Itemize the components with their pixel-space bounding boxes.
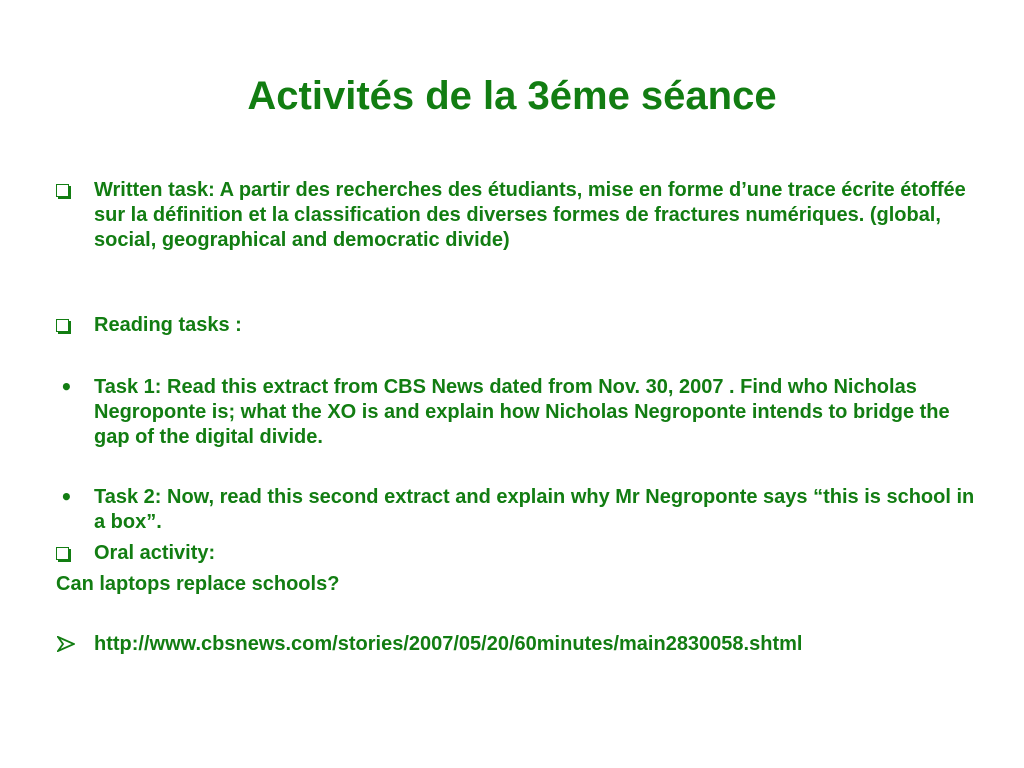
task2-text: Task 2: Now, read this second extract and explain why Mr Negroponte says “this is school in a box”. <box>94 486 975 533</box>
written-task-text: Written task: A partir des recherches des étudiants, mise en forme d’une trace écrite étoffée sur la définition et la classification des diverses formes de fractures numériques. (global, social, geographical and democratic divide) <box>94 179 966 251</box>
reading-tasks-text: Reading tasks : <box>94 314 242 336</box>
link-item <box>56 632 976 657</box>
task1-text: Task 1: Read this extract from CBS News dated from Nov. 30, 2007 . Find who Nicholas Negroponte is; what the XO is and explain how Nicholas Negroponte intends to bridge the gap of the digital divide. <box>94 376 950 448</box>
bullet-dot-icon: • <box>60 375 73 399</box>
task2-item <box>56 485 976 535</box>
task1-item <box>56 375 976 450</box>
checkbox-square-icon <box>56 541 86 566</box>
oral-activity-item <box>56 541 976 566</box>
written-task-item <box>56 178 976 253</box>
checkbox-square-icon <box>56 313 86 338</box>
cbsnews-link[interactable]: http://www.cbsnews.com/stories/2007/05/20/60minutes/main2830058.shtml <box>94 633 803 655</box>
bullet-dot-icon: • <box>60 485 73 509</box>
slide-title: Activités de la 3éme séance <box>247 74 777 118</box>
arrowhead-icon <box>56 632 86 652</box>
reading-tasks-item <box>56 313 976 338</box>
oral-activity-text: Oral activity: <box>94 542 216 564</box>
checkbox-square-icon <box>56 178 86 203</box>
question-text: Can laptops replace schools? <box>56 573 340 595</box>
